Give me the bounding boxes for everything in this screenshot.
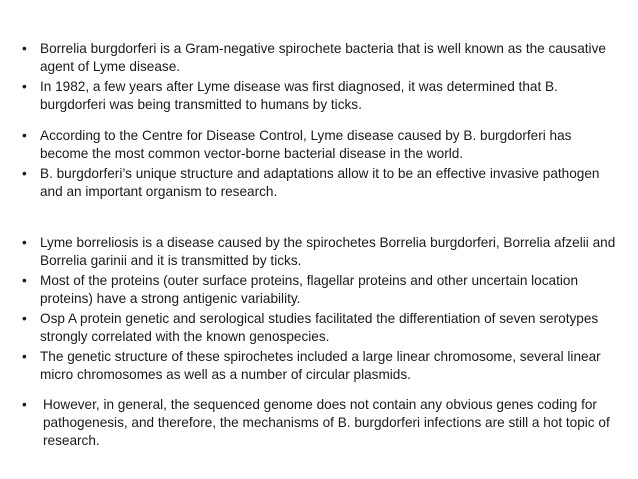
bullet-item: • Lyme borreliosis is a disease caused by the spirochetes Borrelia burgdorferi, Borrelia afzelii and Borrelia garinii and it is transmitted by ticks. <box>22 234 622 270</box>
bullet-item: • The genetic structure of these spirochetes included a large linear chromosome, several linear micro chromosomes as well as a number of circular plasmids. <box>22 348 622 384</box>
bullet-group-conclusion <box>22 396 622 452</box>
bullet-group-biology <box>22 234 622 386</box>
bullet-item: • Borrelia burgdorferi is a Gram-negative spirochete bacteria that is well known as the causative agent of Lyme disease. <box>22 40 622 76</box>
bullet-item: • However, in general, the sequenced genome does not contain any obvious genes coding for pathogenesis, and therefore, the mechanisms of B. burgdorferi infections are still a hot topic of research. <box>22 396 622 450</box>
bullet-item: • Most of the proteins (outer surface proteins, flagellar proteins and other uncertain location proteins) have a strong antigenic variability. <box>22 272 622 308</box>
bullet-item: • Osp A protein genetic and serological studies facilitated the differentiation of seven serotypes strongly correlated with the known genospecies. <box>22 310 622 346</box>
bullet-item: • According to the Centre for Disease Control, Lyme disease caused by B. burgdorferi has become the most common vector-borne bacterial disease in the world. <box>22 127 622 163</box>
bullet-group-significance <box>22 127 622 203</box>
bullet-item: • B. burgdorferi’s unique structure and adaptations allow it to be an effective invasive pathogen and an important organism to research. <box>22 165 622 201</box>
bullet-item: • In 1982, a few years after Lyme disease was first diagnosed, it was determined that B. burgdorferi was being transmitted to humans by ticks. <box>22 78 622 114</box>
bullet-group-overview <box>22 40 622 116</box>
